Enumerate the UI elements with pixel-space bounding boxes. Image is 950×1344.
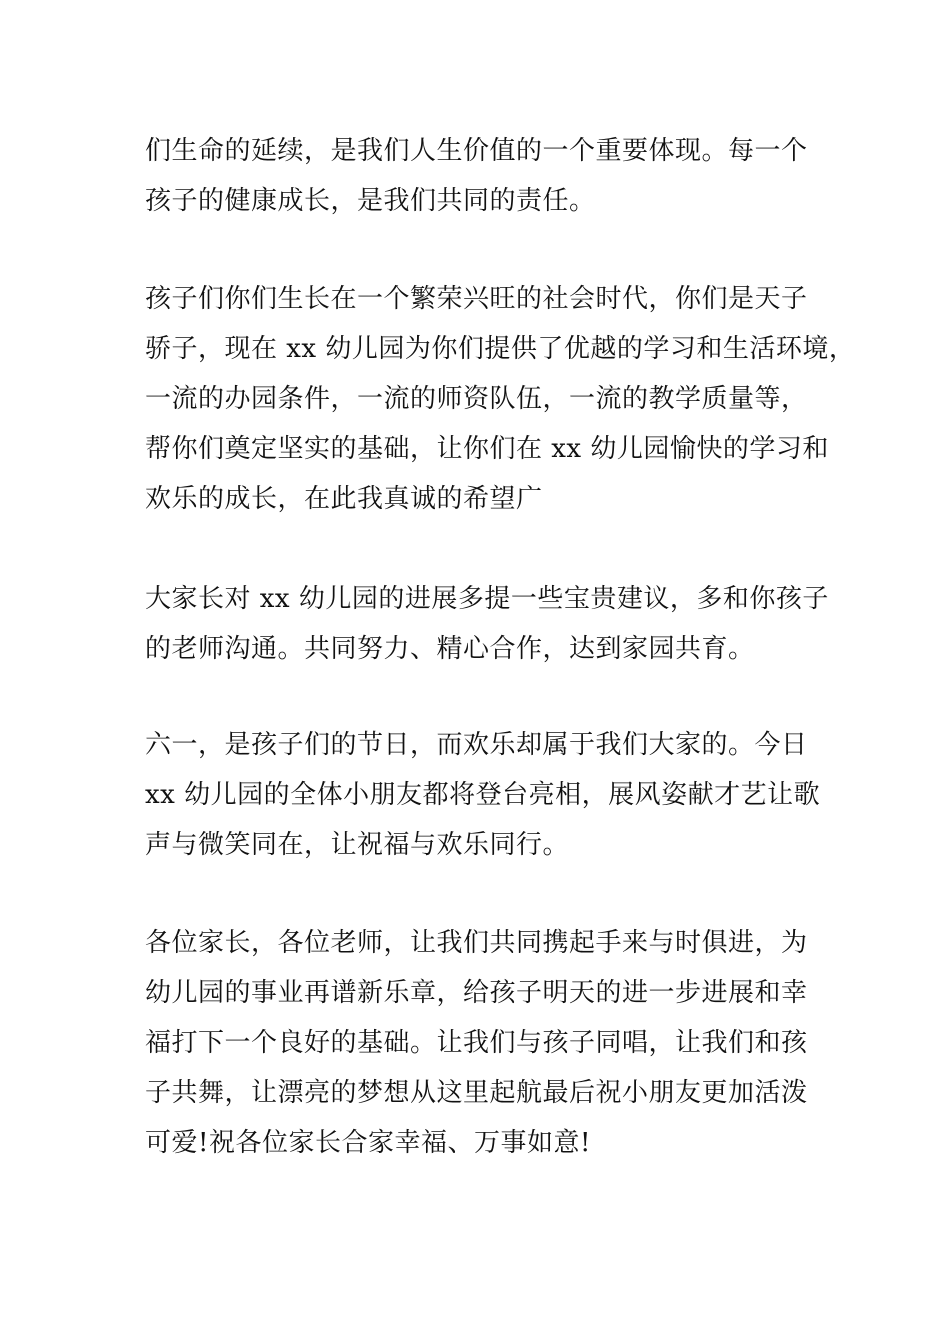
paragraph-1-line-1: 们生命的延续，是我们人生价值的一个重要体现。每一个 (145, 136, 808, 166)
paragraph-5-line-1: 各位家长，各位老师，让我们共同携起手来与时俱进，为 (145, 928, 808, 958)
paragraph-4-line-2: xx 幼儿园的全体小朋友都将登台亮相，展风姿献才艺让歌 (145, 780, 821, 810)
paragraph-5-line-5: 可爱!祝各位家长合家幸福、万事如意! (145, 1128, 591, 1158)
paragraph-2-line-3: 一流的办园条件，一流的师资队伍，一流的教学质量等， (145, 384, 808, 414)
paragraph-3-line-2: 的老师沟通。共同努力、精心合作，达到家园共育。 (145, 634, 755, 664)
paragraph-5-line-4: 子共舞，让漂亮的梦想从这里起航最后祝小朋友更加活泼 (145, 1078, 808, 1108)
paragraph-2-line-5: 欢乐的成长，在此我真诚的希望广 (145, 484, 543, 514)
paragraph-5-line-2: 幼儿园的事业再谱新乐章，给孩子明天的进一步进展和幸 (145, 978, 808, 1008)
paragraph-5-line-3: 福打下一个良好的基础。让我们与孩子同唱，让我们和孩 (145, 1028, 808, 1058)
paragraph-2-line-4: 帮你们奠定坚实的基础，让你们在 xx 幼儿园愉快的学习和 (145, 434, 829, 464)
paragraph-2-line-1: 孩子们你们生长在一个繁荣兴旺的社会时代，你们是天子 (145, 284, 808, 314)
paragraph-4-line-1: 六一，是孩子们的节日，而欢乐却属于我们大家的。今日 (145, 730, 808, 760)
paragraph-4-line-3: 声与微笑同在，让祝福与欢乐同行。 (145, 830, 570, 860)
paragraph-2-line-2: 骄子，现在 xx 幼儿园为你们提供了优越的学习和生活环境， (145, 334, 856, 364)
paragraph-1-line-2: 孩子的健康成长，是我们共同的责任。 (145, 186, 596, 216)
paragraph-3-line-1: 大家长对 xx 幼儿园的进展多提一些宝贵建议，多和你孩子 (145, 584, 829, 614)
